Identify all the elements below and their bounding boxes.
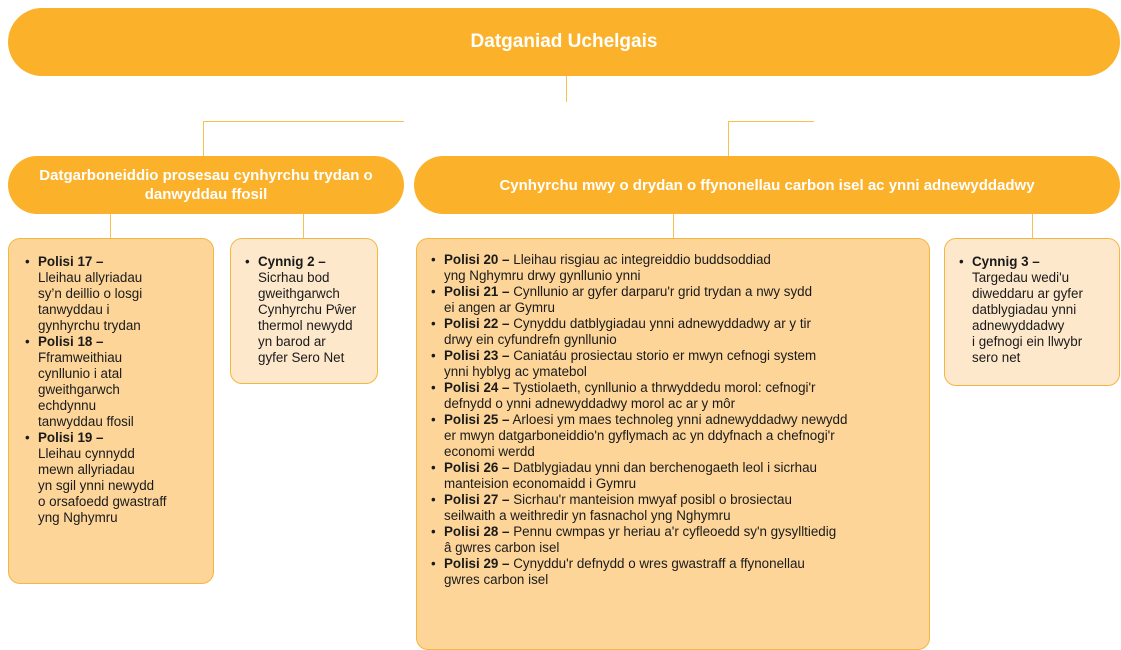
policy-label: Polisi 18 –: [38, 334, 104, 349]
policy-text-line: o orsafoedd gwastraff: [38, 494, 167, 509]
policy-item: [24, 254, 205, 334]
proposal-text-line: i gefnogi ein llwybr: [972, 334, 1083, 349]
proposal-text-line: diweddaru ar gyfer: [972, 286, 1083, 301]
policy-text-line: gwres carbon isel: [444, 572, 549, 587]
ambition-statement-banner: [8, 8, 1120, 76]
proposal-text-line: adnewyddadwy: [972, 318, 1065, 333]
policy-text-line: drwy ein cyfundrefn gynllunio: [444, 332, 617, 347]
policy-label: Polisi 20 –: [444, 252, 510, 267]
policy-item: [430, 412, 921, 460]
policy-text-line: manteision economaidd i Gymru: [444, 476, 637, 491]
policy-text-line: Pennu cwmpas yr heriau a'r cyfleoedd sy'n gysylltiedig: [513, 524, 837, 539]
policy-label: Polisi 21 –: [444, 284, 510, 299]
policy-text-line: Lleihau cynnydd: [38, 446, 135, 461]
policy-text-line: Datblygiadau ynni dan berchenogaeth leol i sicrhau: [513, 460, 817, 475]
proposal-text-line: datblygiadau ynni: [972, 302, 1077, 317]
policy-label: Polisi 29 –: [444, 556, 510, 571]
proposal-text-line: gyfer Sero Net: [258, 350, 345, 365]
ambition-statement-title: Datganiad Uchelgais: [470, 31, 658, 52]
policy-text-line: echdynnu: [38, 398, 97, 413]
policy-item: [24, 430, 205, 526]
connector-left-horizontal: [203, 121, 404, 122]
policy-text-line: er mwyn datgarboneiddio'n gyflymach ac yn ddyfnach a chefnogi'r: [444, 428, 835, 443]
policy-text-line: sy’n deillio o losgi: [38, 286, 143, 301]
policy-label: Polisi 25 –: [444, 412, 510, 427]
policy-text-line: gynhyrchu trydan: [38, 318, 141, 333]
policy-text-line: tanwyddau i: [38, 302, 110, 317]
policy-text-line: yng Nghymru: [38, 510, 118, 525]
policy-text-line: Cynyddu datblygiadau ynni adnewyddadwy ar y tir: [513, 316, 811, 331]
proposal-text-line: sero net: [972, 350, 1021, 365]
policy-item: [24, 334, 205, 430]
proposal-item: [958, 254, 1113, 366]
policy-text-line: tanwyddau ffosil: [38, 414, 134, 429]
connector-right-horizontal: [728, 121, 814, 122]
policy-text-line: ynni hyblyg ac ymatebol: [444, 364, 587, 379]
policy-text-line: Lleihau allyriadau: [38, 270, 143, 285]
proposal-text-line: Cynhyrchu Pŵer: [258, 302, 357, 317]
policy-label: Polisi 26 –: [444, 460, 510, 475]
policy-text-line: Lleihau risgiau ac integreiddio buddsoddiad: [513, 252, 771, 267]
policy-item: [430, 284, 921, 316]
connector-right-box2: [1032, 214, 1033, 238]
policy-label: Polisi 28 –: [444, 524, 510, 539]
proposal-text-line: Sicrhau bod: [258, 270, 330, 285]
policy-text-line: yng Nghymru drwy gynllunio ynni: [444, 268, 641, 283]
policy-text-line: Fframweithiau: [38, 350, 123, 365]
policy-text-line: Caniatáu prosiectau storio er mwyn cefnogi system: [513, 348, 817, 363]
policy-item: [430, 492, 921, 524]
policy-text-line: ei angen ar Gymru: [444, 300, 555, 315]
policy-item: [430, 556, 921, 588]
policy-item: [430, 380, 921, 412]
theme-decarbonise-fossil-title: Datgarboneiddio prosesau cynhyrchu trydan o danwyddau ffosil: [39, 167, 373, 203]
policy-text-line: Cynyddu'r defnydd o wres gwastraff a ffynonellau: [513, 556, 805, 571]
connector-trunk: [566, 76, 567, 102]
policy-text-line: Cynllunio ar gyfer darparu'r grid trydan a nwy sydd: [513, 284, 813, 299]
policy-text-line: yn sgil ynni newydd: [38, 478, 155, 493]
proposal-label: Cynnig 2 –: [258, 254, 326, 269]
policy-text-line: mewn allyriadau: [38, 462, 135, 477]
policy-text-line: â gwres carbon isel: [444, 540, 560, 555]
policy-text-line: Tystiolaeth, cynllunio a thrwyddedu morol: cefnogi'r: [513, 380, 816, 395]
policy-text-line: economi werdd: [444, 444, 535, 459]
policy-box-17-19: [8, 238, 214, 584]
policy-text-line: defnydd o ynni adnewyddadwy morol ac ar y môr: [444, 396, 736, 411]
policy-text-line: gweithgarwch: [38, 382, 120, 397]
connector-left-box2: [303, 214, 304, 238]
policy-text-line: Arloesi ym maes technoleg ynni adnewyddadwy newydd: [512, 412, 848, 427]
connector-right-box1: [673, 214, 674, 238]
policy-label: Polisi 17 –: [38, 254, 104, 269]
proposal-text-line: thermol newydd: [258, 318, 353, 333]
theme-low-carbon-generation-node: [414, 156, 1120, 214]
policy-text-line: cynllunio i atal: [38, 366, 123, 381]
policy-item: [430, 524, 921, 556]
proposal-box-2: [230, 238, 378, 384]
proposal-label: Cynnig 3 –: [972, 254, 1040, 269]
theme-decarbonise-fossil-node: [8, 156, 404, 214]
policy-label: Polisi 27 –: [444, 492, 510, 507]
policy-label: Polisi 19 –: [38, 430, 104, 445]
theme-low-carbon-generation-title: Cynhyrchu mwy o drydan o ffynonellau carbon isel ac ynni adnewyddadwy: [499, 176, 1035, 194]
connector-left-box1: [110, 214, 111, 238]
proposal-item: [244, 254, 371, 366]
policy-label: Polisi 23 –: [444, 348, 510, 363]
policy-item: [430, 460, 921, 492]
policy-item: [430, 348, 921, 380]
policy-label: Polisi 22 –: [444, 316, 510, 331]
policy-text-line: seilwaith a weithredir yn fasnachol yng Nghymru: [444, 508, 731, 523]
proposal-box-3: [944, 238, 1120, 386]
proposal-text-line: gweithgarwch: [258, 286, 340, 301]
policy-box-20-29: [416, 238, 930, 650]
proposal-text-line: yn barod ar: [258, 334, 326, 349]
connector-right-drop: [728, 121, 729, 156]
policy-label: Polisi 24 –: [444, 380, 510, 395]
policy-item: [430, 252, 921, 284]
policy-text-line: Sicrhau'r manteision mwyaf posibl o brosiectau: [513, 492, 792, 507]
proposal-text-line: Targedau wedi'u: [972, 270, 1070, 285]
policy-item: [430, 316, 921, 348]
connector-left-drop: [203, 121, 204, 156]
